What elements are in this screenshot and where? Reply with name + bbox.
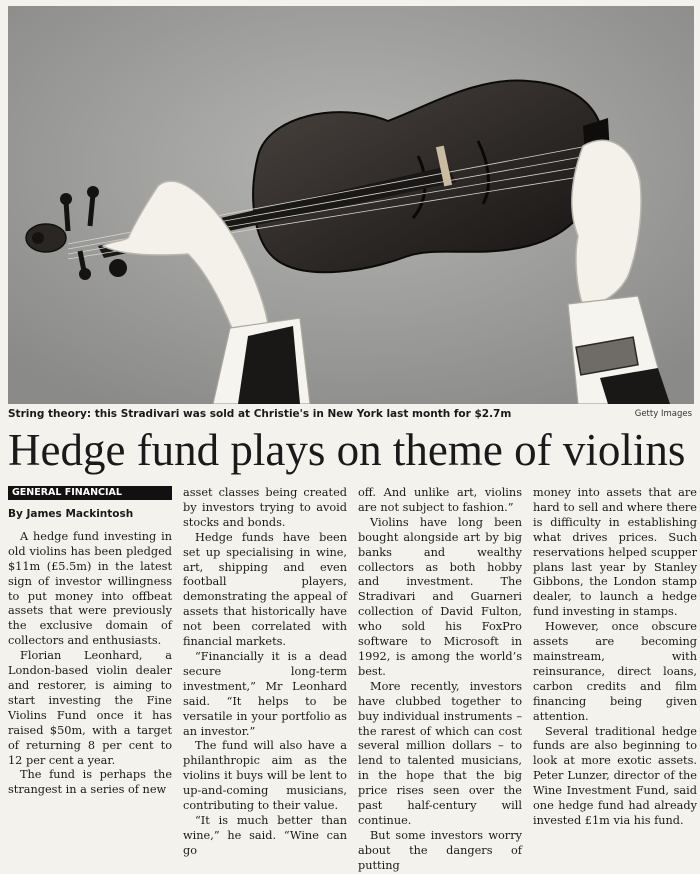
paragraph: Hedge funds have been set up specialising in wine, art, shipping and even football players, demonstrating the appeal of assets that historically have not been correlated with financial markets. xyxy=(183,530,347,649)
paragraph: But some investors worry about the dangers of putting xyxy=(358,828,522,872)
paragraph: money into assets that are hard to sell and where there is difficulty in establishing what drives prices. Such reservations helped scupper plans last year by Stanley Gibbons, the London stamp dealer, to launch a hedge fund investing in stamps. xyxy=(533,486,697,619)
paragraph: More recently, investors have clubbed together to buy individual instruments – the rarest of which can cost several million dollars – to lend to talented musicians, in the hope that the big price rises seen over the past half-century will continue. xyxy=(358,679,522,827)
photo-credit: Getty Images xyxy=(634,409,692,419)
section-label: GENERAL FINANCIAL xyxy=(8,486,172,500)
paragraph: “Financially it is a dead secure long-term investment,” Mr Leonhard said. “It helps to be versatile in your portfolio as an investor.” xyxy=(183,649,347,738)
paragraph: A hedge fund investing in old violins has been pledged $11m (£5.5m) in the latest sign of investor willingness to put money into offbeat assets that were previously the exclusive domain of collectors and enthusiasts. xyxy=(8,529,172,648)
violin-photo xyxy=(8,6,694,404)
paragraph: off. And unlike art, violins are not subject to fashion.” xyxy=(358,486,522,514)
photo-caption: String theory: this Stradivari was sold at Christie's in New York last month for $2.7m xyxy=(8,408,512,420)
paragraph: However, once obscure assets are becoming mainstream, with reinsurance, direct loans, carbon credits and film financing being given attention. xyxy=(533,620,697,723)
paragraph: Violins have long been bought alongside art by big banks and wealthy collectors as both hobby and investment. The Stradivari and Guarneri collection of David Fulton, who sold his FoxPro software to Microsoft in 1992, is among the world’s best. xyxy=(358,515,522,678)
paragraph: The fund is perhaps the strangest in a series of new xyxy=(8,768,172,797)
article-column-4 xyxy=(533,486,697,829)
paragraph: asset classes being created by investors trying to avoid stocks and bonds. xyxy=(183,486,347,529)
violin-photo-illustration xyxy=(8,6,694,404)
paragraph: The fund will also have a philanthropic aim as the violins it buys will be lent to up-and-coming musicians, contributing to their value. xyxy=(183,739,347,813)
article-column-2 xyxy=(183,486,347,859)
byline: By James Mackintosh xyxy=(8,508,134,520)
article-column-3 xyxy=(358,486,522,874)
paragraph: Several traditional hedge funds are also beginning to look at more exotic assets. Peter Lunzer, director of the Wine Investment Fund, said one hedge fund had already invested £1m via his fund. xyxy=(533,724,697,827)
paragraph: “It is much better than wine,” he said. “Wine can go xyxy=(183,813,347,857)
paragraph: Florian Leonhard, a London-based violin dealer and restorer, is aiming to start investing the Fine Violins Fund once it has raised $50m, with a target of returning 8 per cent to 12 per cent a year. xyxy=(8,649,172,767)
article-headline: Hedge fund plays on theme of violins xyxy=(8,425,686,475)
article-column-1 xyxy=(8,486,172,798)
